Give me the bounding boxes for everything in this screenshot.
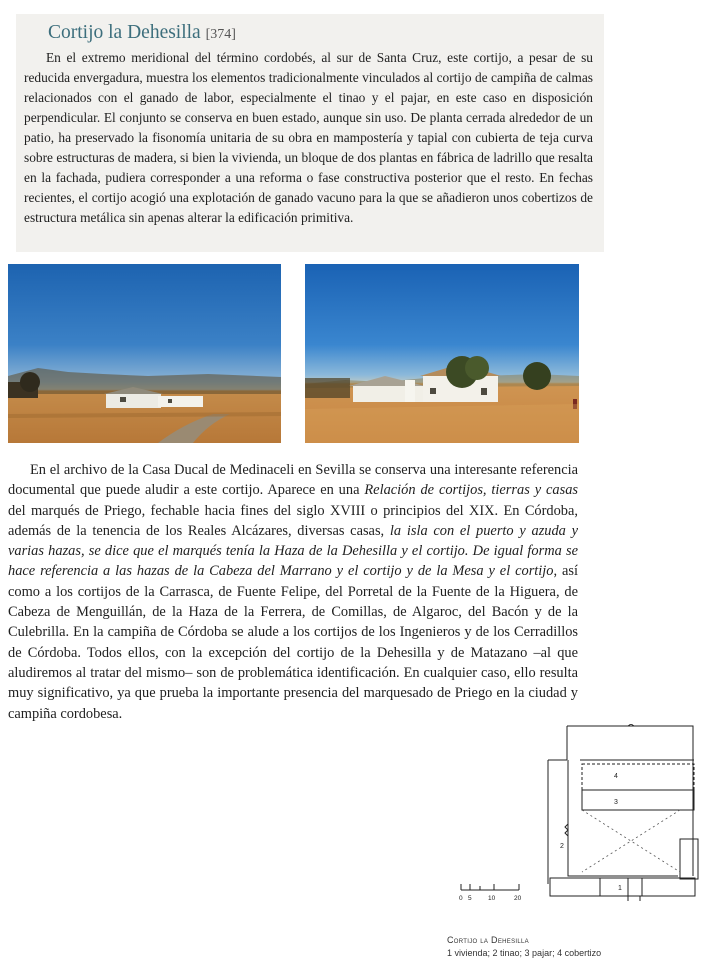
floor-plan — [540, 724, 700, 914]
scale-tick-10: 10 — [488, 895, 496, 902]
intro-paragraph: En el extremo meridional del término cordobés, al sur de Santa Cruz, este cortijo, a pesar de su reducida envergadura, muestra los elementos tradicionalmente vinculados al cortijo de campiña de calmas relacionados con el ganado de labor, especialmente el tinao y el pajar, en este caso en disposición perpendicular. El conjunto se conserva en buen estado, aunque sin uso. De planta cerrada alrededor de un patio, ha preservado la fisonomía unitaria de su obra en mampostería y tapial con cubierta de teja curva sobre estructuras de madera, si bien la vivienda, un bloque de dos plantas en fábrica de ladrillo que resalta en la fachada, pudiera corresponder a una reforma o fase constructiva posterior que el resto. En fechas recientes, el cortijo acogió una explotación de ganado vacuno para la que se añadieron unos cobertizos de estructura metálica sin apenas alterar la edificación primitiva. — [24, 50, 593, 225]
caption-legend: 1 vivienda; 2 tinao; 3 pajar; 4 cobertizo — [447, 948, 602, 958]
scale-bar — [458, 880, 528, 904]
page-title — [48, 22, 236, 44]
title-reference: [374] — [205, 27, 236, 42]
figure-caption — [447, 934, 601, 960]
body-italic-run: Relación de cortijos, tierras y casas — [364, 482, 578, 499]
scale-tick-5: 5 — [468, 895, 472, 902]
plan-label-3: 3 — [614, 799, 618, 806]
body-paragraph — [8, 460, 578, 724]
plan-label-1: 1 — [618, 885, 622, 892]
photo-farm-facade — [305, 264, 579, 443]
body-text-run: del marqués de Priego, fechable hacia fines del siglo XVIII o principios del XIX. En Córdoba, además de la tenencia de los Reales Alcázares, diversas casas, — [8, 502, 578, 539]
title-text: Cortijo la Dehesilla — [48, 22, 201, 43]
body-text-run: , así como a los cortijos de la Carrasca, de Fuente Felipe, del Porretal de la Fuente de la Higuera, de Cabeza de Menguillán, de la Haza de la Ferrera, de Comillas, de Algaroc, del Bacón y de la Culebrilla. En la campiña de Córdoba se alude a los cortijos de los Ingenieros y de los Cerradillos de Córdoba. Todos ellos, con la excepción del cortijo de la Dehesilla y de Matazano –al que aludiremos al tratar del mismo– son de problemática identificación. En cualquier caso, ello resulta muy significativo, ya que prueba la importante presencia del marquesado de Priego en la ciudad y campiña cordobesa. — [8, 563, 578, 722]
plan-label-2: 2 — [560, 843, 564, 850]
intro-text — [24, 48, 593, 228]
photo-farm-road — [8, 264, 281, 443]
body-italic-run: la isla con el puerto y azuda y varias hazas, se dice que el marqués tenía la Haza de la Dehesilla y el cortijo. De igual forma se hace referencia a las hazas de la Cabeza del Marrano y el cortijo y de la Mesa y el cortijo — [8, 522, 579, 580]
scale-tick-0: 0 — [459, 895, 463, 902]
body-text-run: En el archivo de la Casa Ducal de Medinaceli en Sevilla se conserva una interesante referencia documental que puede aludir a este cortijo. Aparece en una — [8, 462, 578, 499]
body-text — [8, 460, 578, 724]
plan-label-4: 4 — [614, 773, 618, 780]
scale-tick-20: 20 — [514, 895, 522, 902]
caption-title: Cortijo la Dehesilla — [447, 935, 529, 945]
